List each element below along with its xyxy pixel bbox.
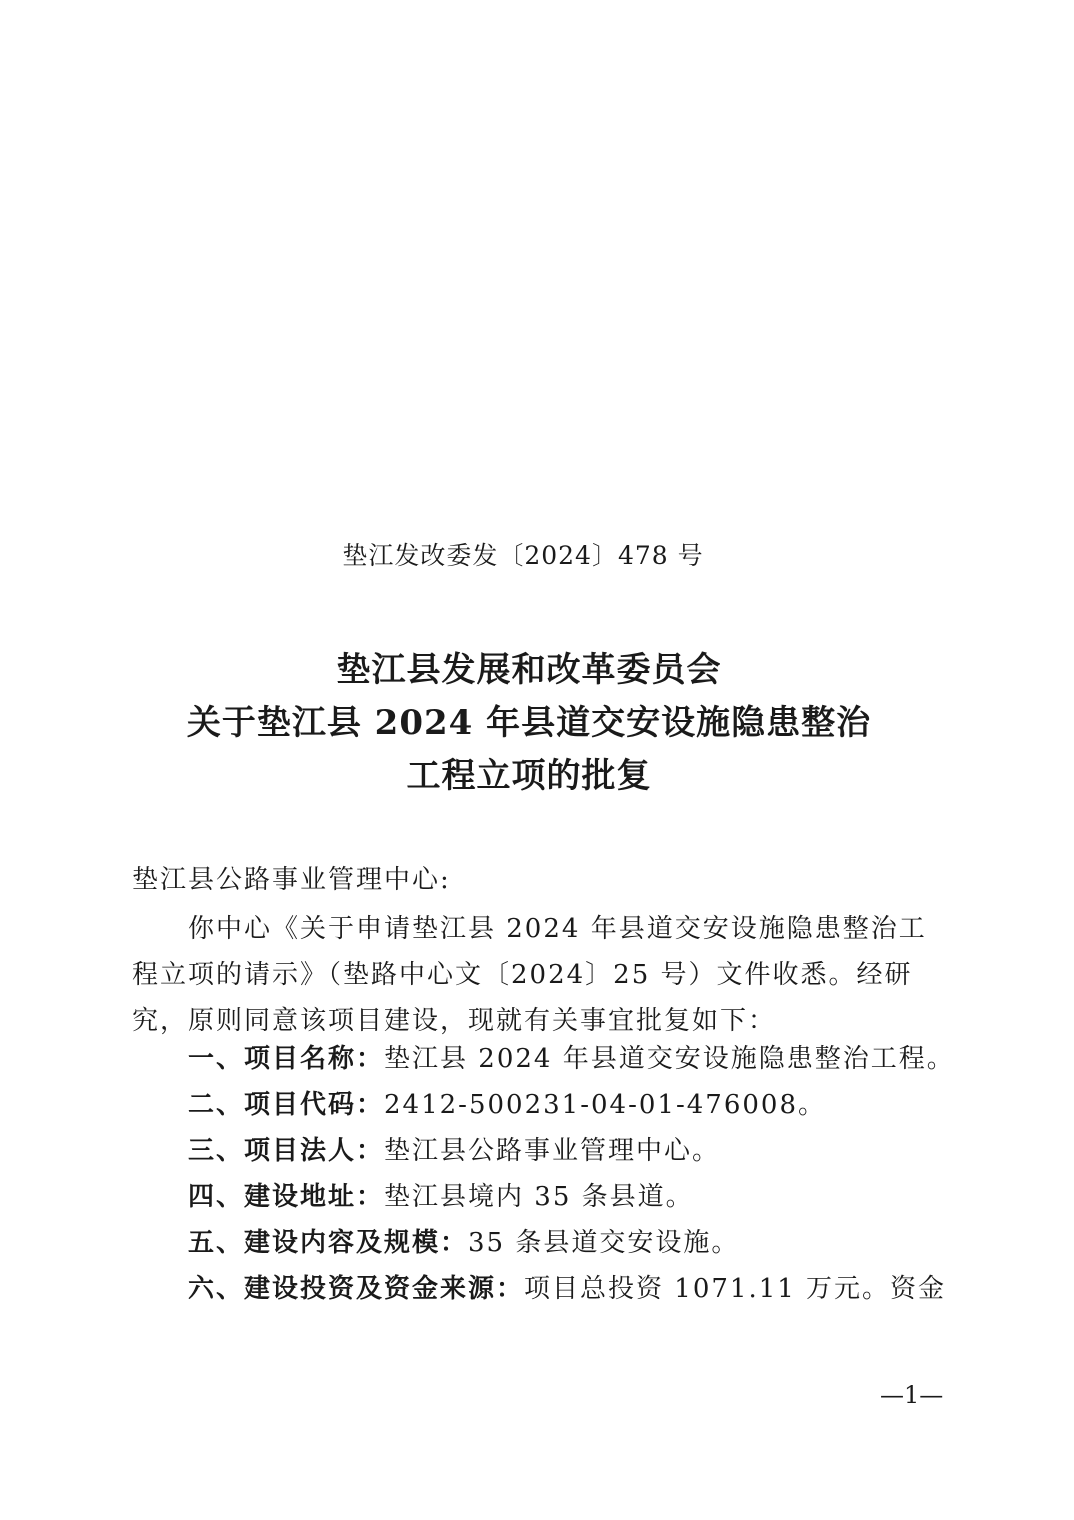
item-project-name	[188, 1041, 955, 1077]
item-construction-site	[188, 1179, 694, 1215]
item-label: 五、建设内容及规模：	[188, 1228, 469, 1258]
document-title	[0, 644, 1058, 803]
item-value: 垫江县公路事业管理中心。	[384, 1136, 721, 1166]
item-label: 三、项目法人：	[188, 1136, 385, 1166]
item-project-code	[188, 1087, 826, 1123]
item-investment	[188, 1271, 946, 1307]
item-value: 2412-500231-04-01-476008。	[384, 1090, 826, 1120]
title-line-1: 垫江县发展和改革委员会	[336, 650, 722, 690]
item-label: 二、项目代码：	[188, 1090, 385, 1120]
addressee: 垫江县公路事业管理中心:	[132, 865, 451, 895]
item-value: 项目总投资 1071.11 万元。资金	[524, 1274, 947, 1304]
title-line-3: 工程立项的批复	[406, 756, 652, 796]
item-value: 35 条县道交安设施。	[468, 1228, 740, 1258]
item-value: 垫江县 2024 年县道交安设施隐患整治工程。	[384, 1044, 955, 1074]
item-project-legal-person	[188, 1133, 720, 1169]
document-number: 垫江发改委发〔2024〕478 号	[342, 541, 704, 570]
item-value: 垫江县境内 35 条县道。	[384, 1182, 694, 1212]
item-label: 四、建设地址：	[188, 1182, 385, 1212]
item-label: 一、项目名称：	[188, 1044, 385, 1074]
page-number: —1—	[880, 1381, 944, 1409]
title-line-2: 关于垫江县 2024 年县道交安设施隐患整治	[186, 703, 872, 743]
body-paragraph: 你中心《关于申请垫江县 2024 年县道交安设施隐患整治工程立项的请示》（垫路中心文〔2024〕25 号）文件收悉。经研究，原则同意该项目建设，现就有关事宜批复如下：	[132, 914, 927, 1036]
item-construction-content	[188, 1225, 739, 1261]
item-label: 六、建设投资及资金来源：	[188, 1274, 525, 1304]
